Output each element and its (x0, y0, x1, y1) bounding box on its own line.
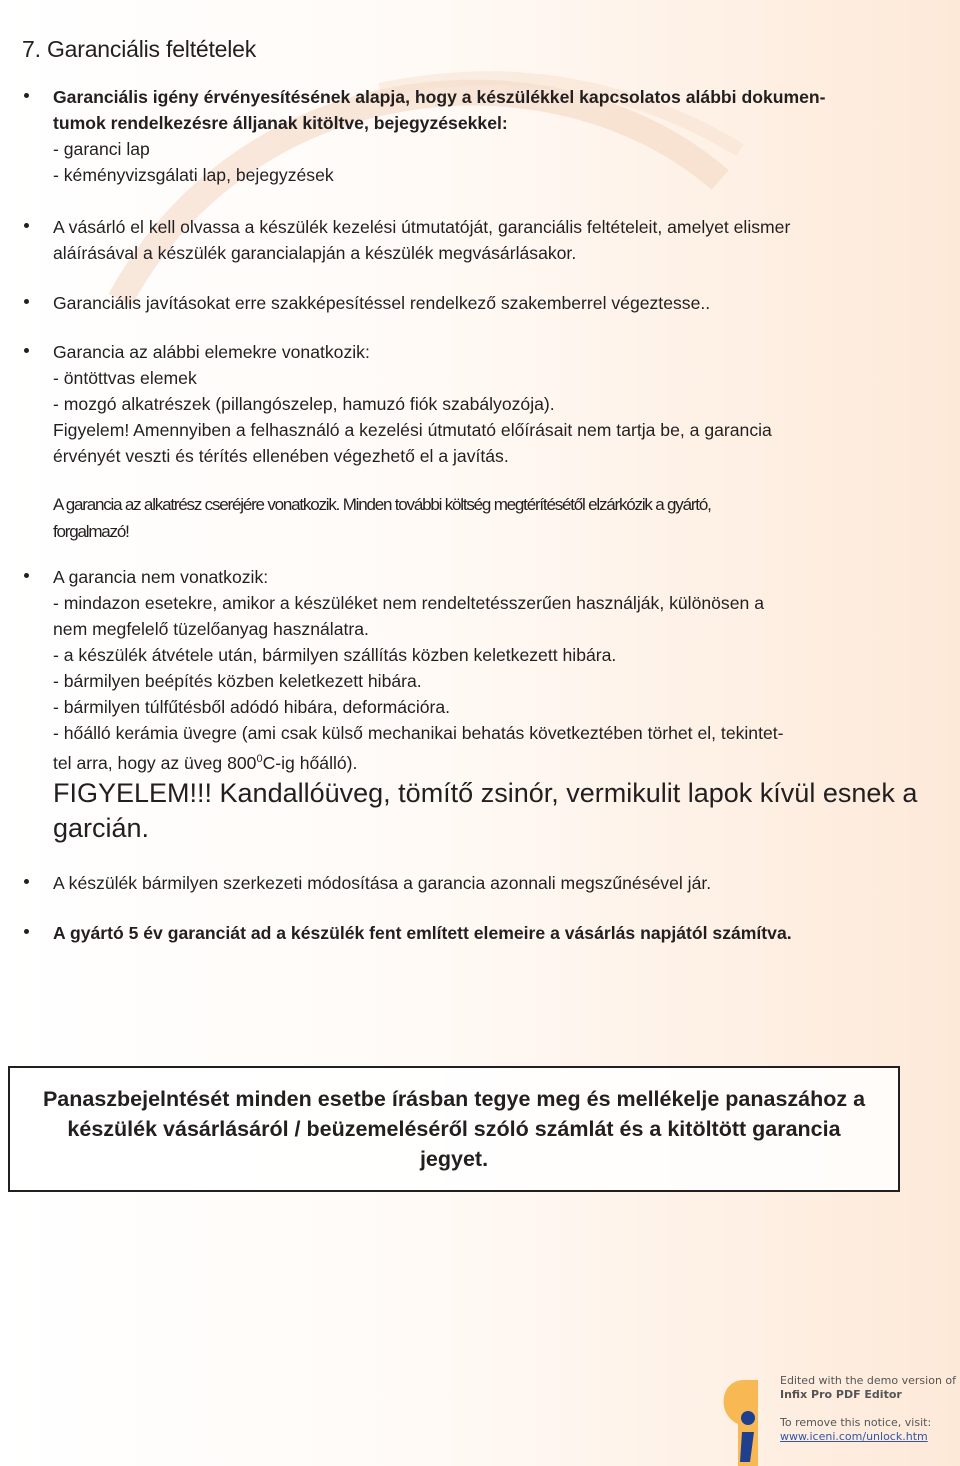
complaint-notice-box (8, 1066, 900, 1192)
list-item-five-year-warranty (0, 920, 960, 946)
bullet-icon (24, 573, 29, 578)
item-condensed-text: A garancia az alkatrész cseréjére vonatkozik. Minden további költség megtérítésétől elzárkózik a gyártó, (53, 495, 711, 514)
list-item-modification (0, 870, 960, 896)
item-text: A garancia nem vonatkozik: (53, 567, 269, 587)
item-subline: - garanci lap (53, 139, 150, 159)
list-item-document-requirements (0, 84, 960, 188)
bullet-icon (24, 299, 29, 304)
warning-large-text: garcián. (53, 813, 150, 843)
infix-i-logo-icon (714, 1374, 778, 1466)
watermark-product: Infix Pro PDF Editor (780, 1388, 902, 1401)
item-text: - hőálló kerámia üvegre (ami csak külső mechanikai behatás következtében törhet el, tekintet- (53, 723, 784, 743)
list-item-qualified-repairs (0, 290, 960, 316)
watermark-link[interactable]: www.iceni.com/unlock.htm (780, 1430, 928, 1443)
item-text: A gyártó 5 év garanciát ad a készülék fent említett elemeire a vásárlás napjától számítva. (53, 923, 792, 943)
heat-text-before: tel arra, hogy az üveg 800 (53, 753, 257, 773)
item-condensed-text: forgalmazó! (53, 522, 129, 541)
item-text: A készülék bármilyen szerkezeti módosítása a garancia azonnali megszűnésével jár. (53, 873, 712, 893)
item-text: - bármilyen beépítés közben keletkezett hibára. (53, 671, 422, 691)
notice-text: készülék vásárlásáról / beüzemeléséről szóló számlát és a kitöltött garancia (67, 1117, 841, 1141)
item-text: - öntöttvas elemek (53, 368, 197, 388)
bullet-icon (24, 93, 29, 98)
bullet-icon (24, 223, 29, 228)
warranty-conditions-list (0, 84, 960, 946)
item-text: Figyelem! Amennyiben a felhasználó a kezelési útmutató előírásait nem tartja be, a garancia (53, 420, 772, 440)
editor-watermark (714, 1374, 960, 1466)
bullet-icon (24, 879, 29, 884)
notice-text: Panaszbejelntését minden esetbe írásban tegye meg és mellékelje panaszához a (42, 1087, 866, 1111)
item-subline: - kéményvizsgálati lap, bejegyzések (53, 165, 334, 185)
watermark-text (780, 1374, 956, 1444)
bullet-icon (24, 348, 29, 353)
item-text: Garancia az alábbi elemekre vonatkozik: (53, 342, 370, 362)
heat-resistance-line (53, 746, 960, 776)
heat-text-after: C-ig hőálló). (262, 753, 358, 773)
item-text: - a készülék átvétele után, bármilyen szállítás közben keletkezett hibára. (53, 645, 617, 665)
list-item-covered-parts (0, 339, 960, 545)
warning-large-text: FIGYELEM!!! Kandallóüveg, tömítő zsinór, vermikulit lapok kívül esnek a (53, 778, 918, 808)
item-text: A vásárló el kell olvassa a készülék kezelési útmutatóját, garanciális feltételeit, amelyet elismer (53, 217, 791, 237)
item-text: nem megfelelő tüzelőanyag használatra. (53, 619, 369, 639)
item-text: aláírásával a készülék garancialapján a készülék megvásárlásakor. (53, 243, 577, 263)
item-text: - mozgó alkatrészek (pillangószelep, hamuzó fiók szabályozója). (53, 394, 555, 414)
bullet-icon (24, 929, 29, 934)
watermark-line: Edited with the demo version of (780, 1374, 957, 1387)
item-text: Garanciális igény érvényesítésének alapja, hogy a készülékkel kapcsolatos alábbi dokumen- (53, 87, 826, 107)
list-item-exclusions (0, 564, 960, 846)
list-item-read-manual (0, 214, 960, 266)
item-text: - mindazon esetekre, amikor a készüléket nem rendeltetésszerűen használják, különösen a (53, 593, 764, 613)
item-text: Garanciális javításokat erre szakképesítéssel rendelkező szakemberrel végeztesse.. (53, 293, 711, 313)
degree-superscript: 0 (256, 753, 263, 765)
item-text: tumok rendelkezésre álljanak kitöltve, bejegyzésekkel: (53, 113, 508, 133)
item-text: érvényét veszti és térítés ellenében végezhető el a javítás. (53, 446, 509, 466)
item-text: - bármilyen túlfűtésből adódó hibára, deformációra. (53, 697, 451, 717)
notice-text: jegyet. (419, 1147, 489, 1171)
watermark-line: To remove this notice, visit: (780, 1416, 932, 1429)
page-title: 7. Garanciális feltételek (22, 36, 257, 62)
